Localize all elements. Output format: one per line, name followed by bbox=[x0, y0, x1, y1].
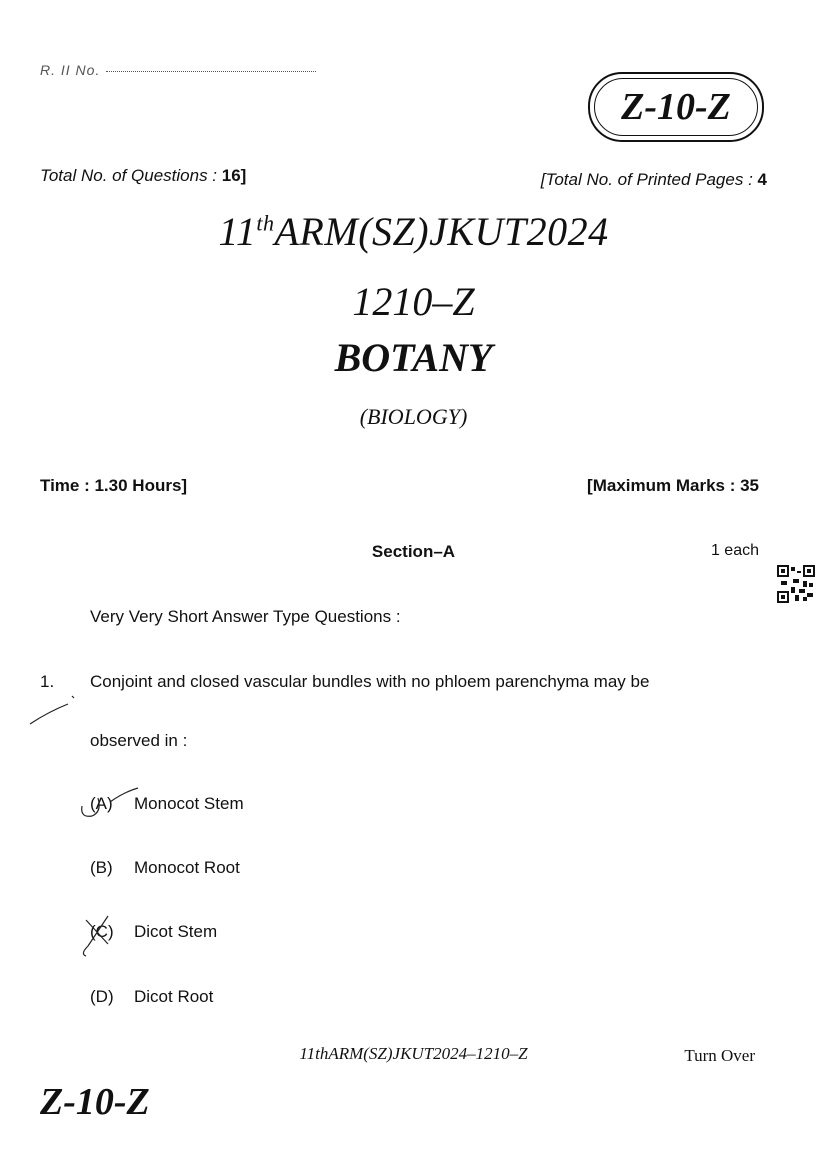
total-pages-label: [Total No. of Printed Pages : bbox=[540, 170, 753, 189]
option-text: Monocot Stem bbox=[134, 794, 244, 813]
question-number: 1. bbox=[40, 672, 55, 691]
subject-name: BOTANY bbox=[334, 335, 493, 380]
total-questions bbox=[40, 166, 246, 186]
footer-paper-code: Z-10-Z bbox=[40, 1081, 150, 1123]
option-label: (B) bbox=[90, 858, 113, 877]
option-b bbox=[90, 858, 240, 878]
option-text: Dicot Stem bbox=[134, 922, 218, 941]
subject-code: 1210–Z bbox=[352, 279, 475, 324]
paper-code: Z-10-Z bbox=[621, 86, 731, 128]
option-label: (C) bbox=[90, 922, 114, 941]
running-footer: 11thARM(SZ)JKUT2024–1210–Z bbox=[299, 1044, 528, 1063]
exam-title-number: 11 bbox=[218, 209, 257, 254]
exam-title-code: ARM(SZ)JKUT2024 bbox=[274, 209, 609, 254]
paper-code-badge bbox=[588, 72, 764, 142]
option-label: (A) bbox=[90, 794, 113, 813]
exam-title-suffix: th bbox=[256, 210, 275, 236]
question-text-line2: observed in : bbox=[90, 731, 188, 750]
total-questions-value: 16] bbox=[221, 166, 247, 185]
roll-number-label: R. II No. bbox=[40, 62, 101, 78]
option-text: Monocot Root bbox=[134, 858, 240, 877]
pen-mark-icon bbox=[28, 690, 88, 730]
total-questions-label: Total No. of Questions : bbox=[40, 166, 218, 185]
qr-code-icon bbox=[777, 565, 815, 603]
roll-number-line bbox=[106, 71, 316, 72]
option-text: Dicot Root bbox=[134, 987, 214, 1006]
section-instruction: Very Very Short Answer Type Questions : bbox=[90, 607, 401, 626]
pen-tick-icon bbox=[76, 784, 156, 824]
exam-time: Time : 1.30 Hours] bbox=[40, 476, 188, 495]
pen-cross-icon bbox=[78, 910, 118, 960]
total-pages-value: 4 bbox=[757, 170, 767, 189]
max-marks: [Maximum Marks : 35 bbox=[587, 476, 759, 495]
total-pages bbox=[541, 170, 767, 190]
subject-subtitle: (BIOLOGY) bbox=[359, 404, 468, 429]
question-text-line1: Conjoint and closed vascular bundles with no phloem parenchyma may be bbox=[90, 672, 650, 691]
roll-number-field bbox=[40, 62, 316, 78]
turn-over: Turn Over bbox=[684, 1046, 755, 1065]
section-marks: 1 each bbox=[710, 542, 759, 559]
option-d bbox=[90, 987, 213, 1007]
option-label: (D) bbox=[90, 987, 114, 1006]
exam-title bbox=[0, 208, 827, 255]
section-heading: Section–A bbox=[371, 542, 456, 561]
